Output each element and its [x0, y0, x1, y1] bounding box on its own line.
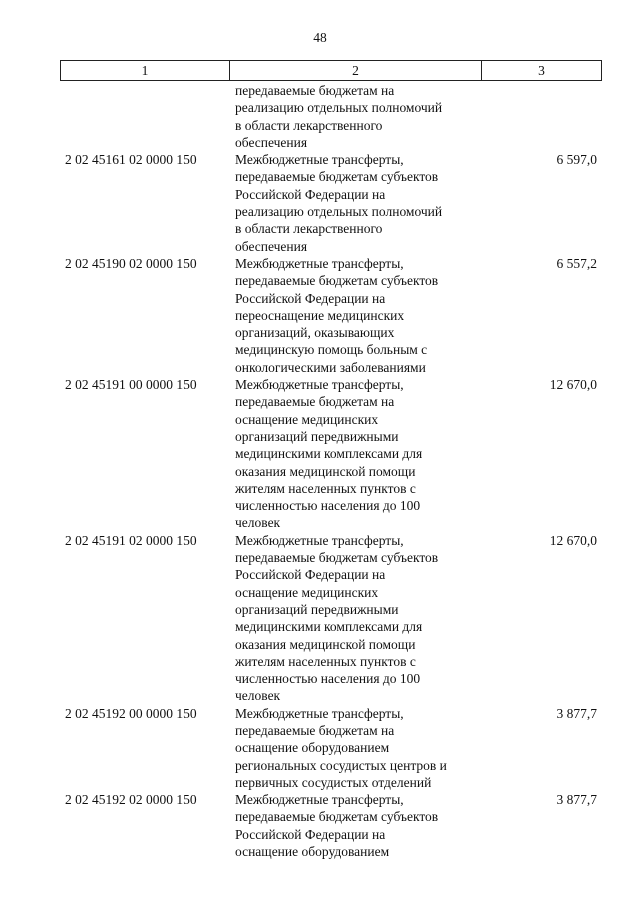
description-line: человек: [235, 515, 281, 531]
description-line: медицинскими комплексами для: [235, 446, 423, 462]
row-amount: 3 877,7: [556, 705, 597, 721]
row-code: 2 02 45191 00 0000 150: [65, 377, 197, 393]
description-line: жителям населенных пунктов с: [235, 480, 416, 496]
row-description: [235, 705, 480, 791]
row-code: 2 02 45192 02 0000 150: [65, 792, 197, 808]
description-line: первичных сосудистых отделений: [235, 774, 432, 790]
row-code: 2 02 45161 02 0000 150: [65, 152, 197, 168]
description-line: оснащение медицинских: [235, 411, 379, 427]
header-col-2: 2: [230, 61, 482, 81]
description-line: региональных сосудистых центров и: [235, 757, 447, 773]
header-col-3: 3: [482, 61, 602, 81]
row-description: [235, 82, 480, 151]
table-row: [0, 151, 640, 255]
row-description: [235, 255, 480, 376]
row-amount: 6 557,2: [556, 255, 597, 271]
row-description: [235, 791, 480, 860]
description-line: оказания медицинской помощи: [235, 463, 416, 479]
description-line: медицинскими комплексами для: [235, 619, 423, 635]
row-description: [235, 151, 480, 255]
page-number: 48: [313, 30, 327, 45]
description-line: Межбюджетные трансферты,: [235, 705, 404, 721]
header-col-1: 1: [61, 61, 230, 81]
description-line: Российской Федерации на: [235, 567, 386, 583]
table-row: [0, 705, 640, 791]
description-line: численностью населения до 100: [235, 671, 421, 687]
description-line: Межбюджетные трансферты,: [235, 377, 404, 393]
description-line: передаваемые бюджетам субъектов: [235, 550, 439, 566]
description-line: передаваемые бюджетам на: [235, 394, 395, 410]
description-line: оснащение медицинских: [235, 584, 379, 600]
description-line: переоснащение медицинских: [235, 307, 405, 323]
table-row: [0, 791, 640, 860]
description-line: человек: [235, 688, 281, 704]
description-line: онкологическими заболеваниями: [235, 359, 426, 375]
description-line: Межбюджетные трансферты,: [235, 532, 404, 548]
description-line: передаваемые бюджетам субъектов: [235, 169, 439, 185]
description-line: организаций, оказывающих: [235, 325, 395, 341]
row-code: 2 02 45192 00 0000 150: [65, 705, 197, 721]
description-line: Российской Федерации на: [235, 826, 386, 842]
table-row: [0, 255, 640, 376]
table-row: [0, 376, 640, 532]
description-line: организаций передвижными: [235, 601, 399, 617]
description-line: медицинскую помощь больным с: [235, 342, 428, 358]
description-line: в области лекарственного: [235, 117, 383, 133]
description-line: Российской Федерации на: [235, 290, 386, 306]
description-line: обеспечения: [235, 134, 308, 150]
row-amount: 3 877,7: [556, 792, 597, 808]
description-line: передаваемые бюджетам на: [235, 722, 395, 738]
description-line: передаваемые бюджетам на: [235, 83, 395, 98]
description-line: оснащение оборудованием: [235, 740, 390, 756]
row-code: 2 02 45191 02 0000 150: [65, 532, 197, 548]
table-row-continuation: [0, 82, 640, 151]
description-line: Межбюджетные трансферты,: [235, 792, 404, 808]
description-line: численностью населения до 100: [235, 498, 421, 514]
row-amount: 6 597,0: [556, 152, 597, 168]
description-line: жителям населенных пунктов с: [235, 653, 416, 669]
description-line: реализацию отдельных полномочий: [235, 204, 443, 220]
row-code: 2 02 45190 02 0000 150: [65, 255, 197, 271]
description-line: Российской Федерации на: [235, 186, 386, 202]
description-line: реализацию отдельных полномочий: [235, 100, 443, 116]
row-description: [235, 532, 480, 705]
table-header: [60, 60, 602, 81]
row-description: [235, 376, 480, 532]
description-line: Межбюджетные трансферты,: [235, 152, 404, 168]
row-amount: 12 670,0: [549, 377, 597, 393]
table-body: [0, 82, 640, 860]
description-line: передаваемые бюджетам субъектов: [235, 809, 439, 825]
description-line: Межбюджетные трансферты,: [235, 255, 404, 271]
description-line: оказания медицинской помощи: [235, 636, 416, 652]
row-amount: 12 670,0: [549, 532, 597, 548]
description-line: передаваемые бюджетам субъектов: [235, 273, 439, 289]
description-line: организаций передвижными: [235, 428, 399, 444]
description-line: обеспечения: [235, 238, 308, 254]
description-line: оснащение оборудованием: [235, 844, 390, 860]
description-line: в области лекарственного: [235, 221, 383, 237]
table-row: [0, 532, 640, 705]
